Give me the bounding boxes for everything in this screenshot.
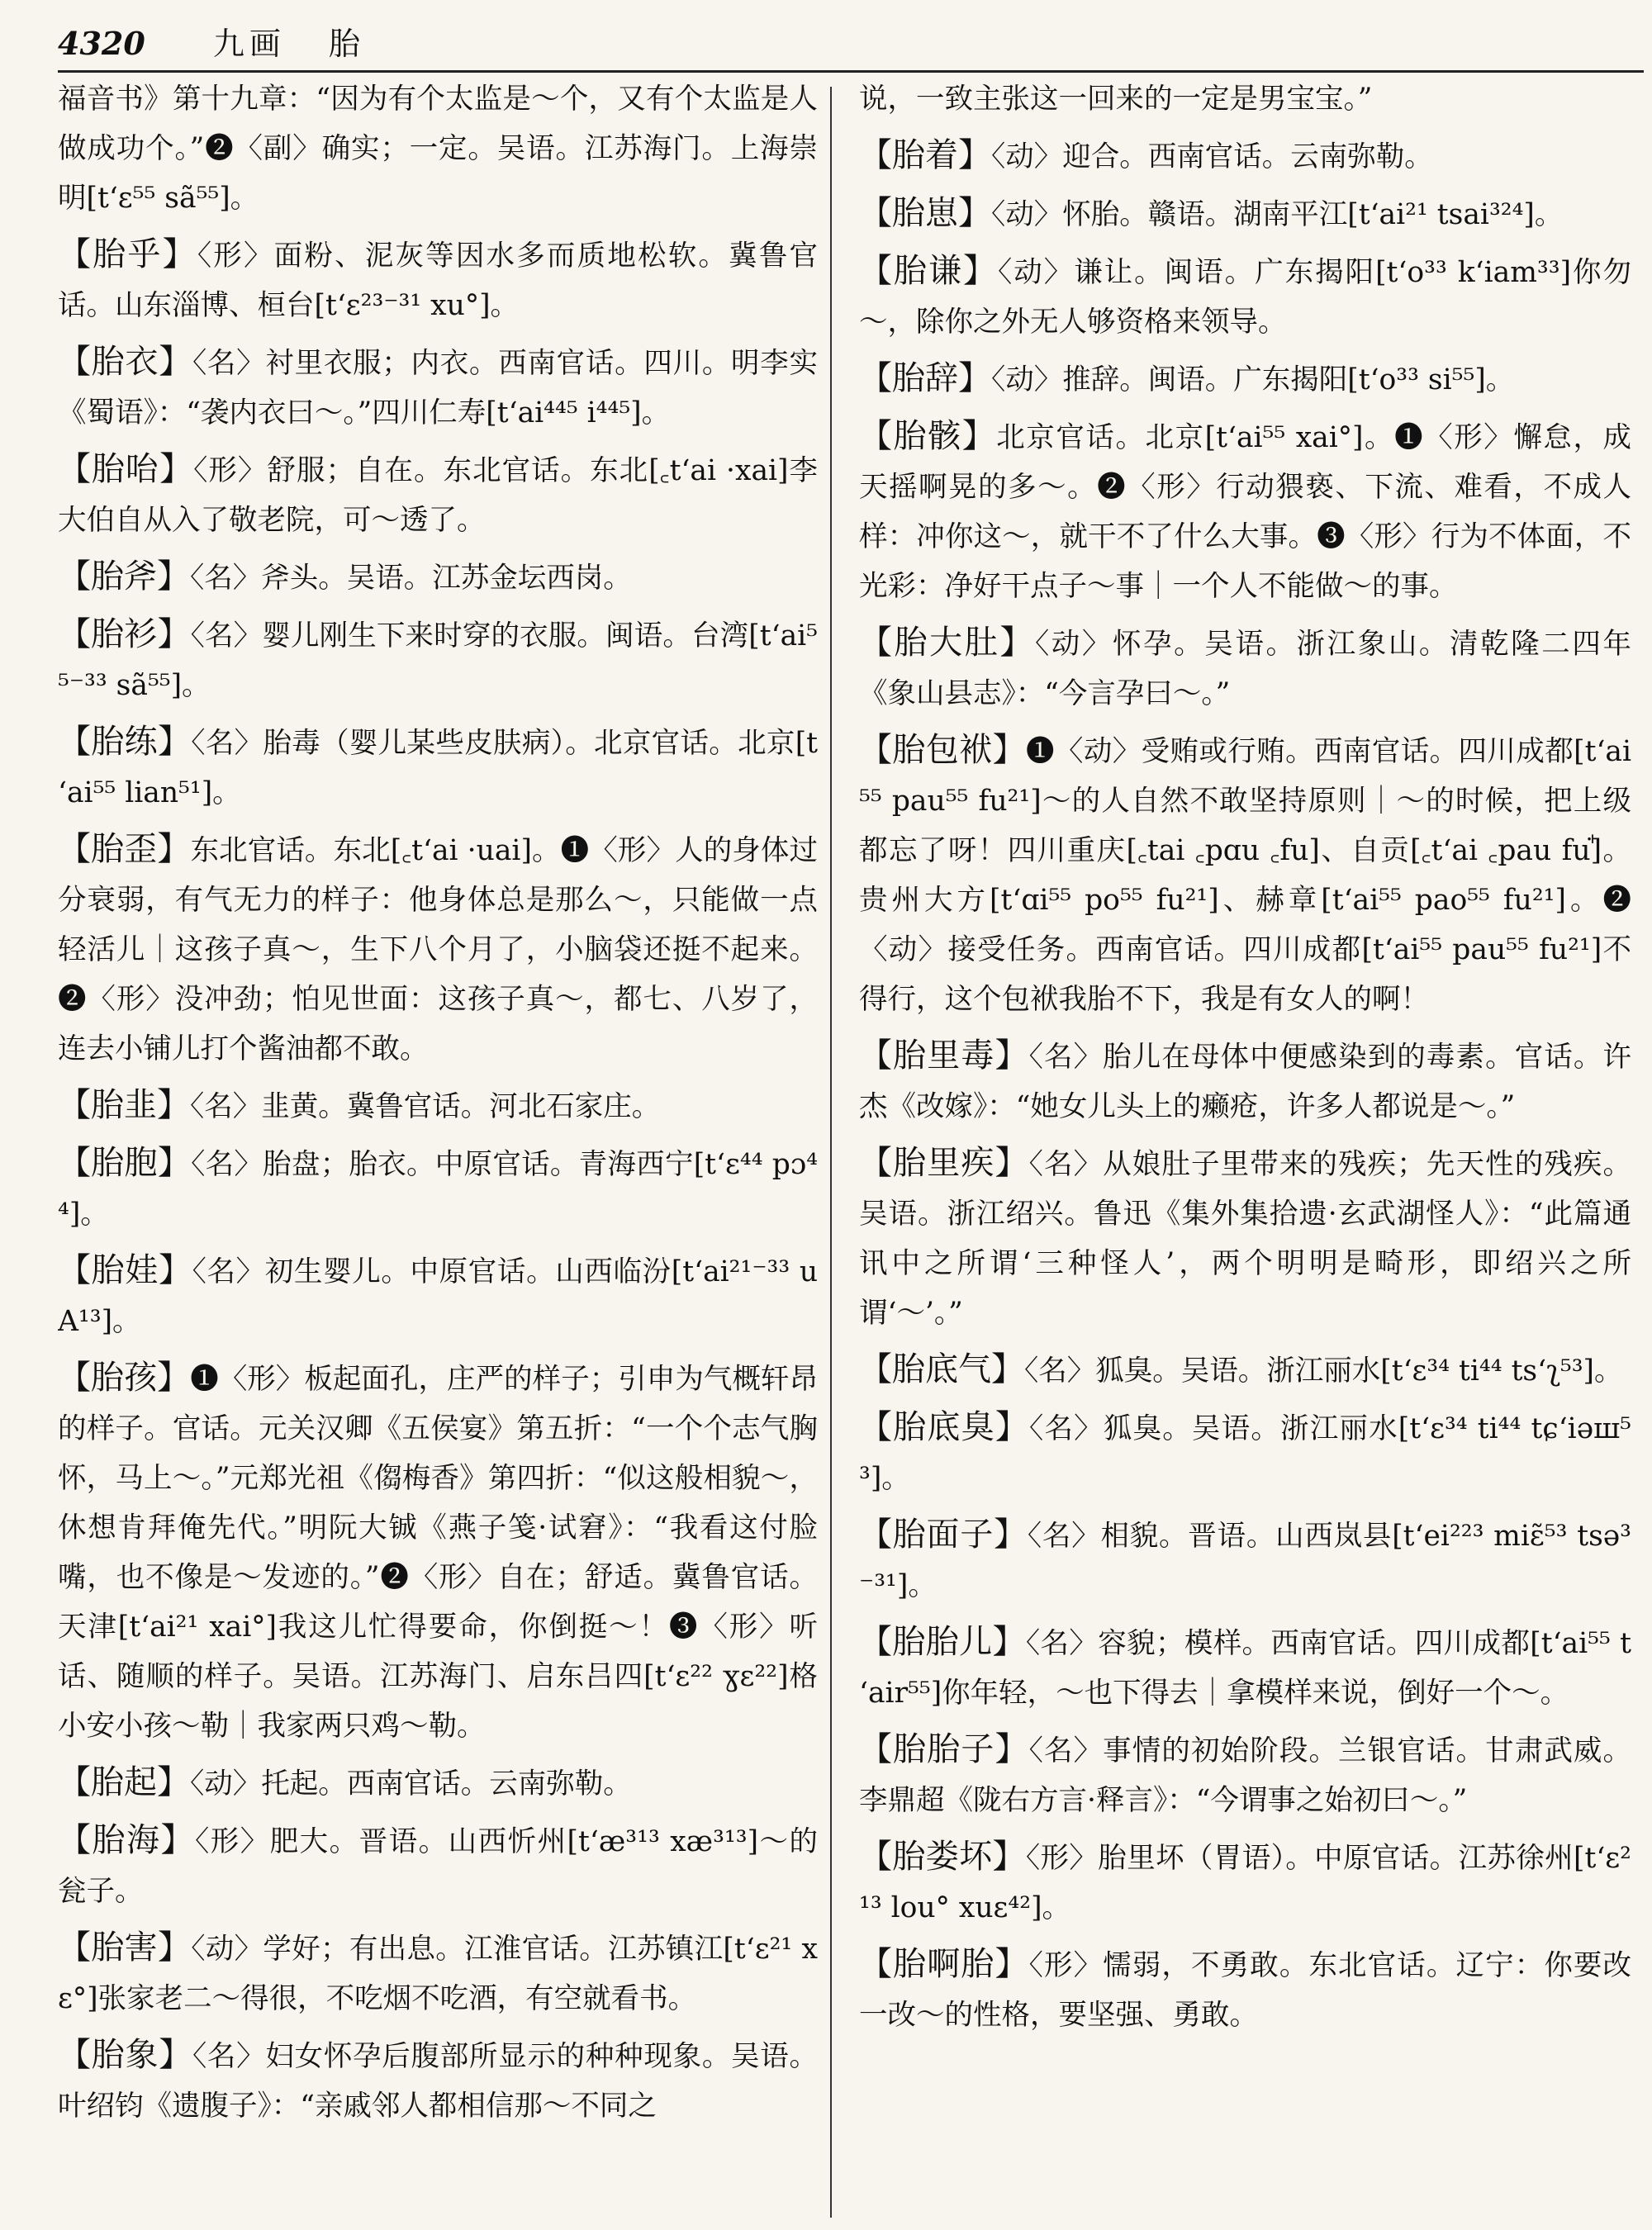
bracket-close: 】 [995, 1730, 1029, 1768]
entry-headword: 胎啊胎 [893, 1945, 995, 1983]
entry-headword: 胎练 [91, 723, 158, 761]
bracket-close: 】 [157, 1144, 192, 1182]
dictionary-entry [859, 1939, 1631, 2040]
bracket-close: 】 [995, 1037, 1029, 1075]
entry-definition: 〈名〉婴儿刚生下来时穿的衣服。闽语。台湾[tʻai⁵⁵⁻³³ sã⁵⁵]。 [58, 619, 818, 702]
entry-definition: 〈动〉怀孕。吴语。浙江象山。清乾隆二四年《象山县志》：“今言孕曰～。” [859, 628, 1631, 710]
entry-definition: 〈形〉懦弱，不勇敢。东北官话。辽宁：你要改一改～的性格，要坚强、勇敢。 [859, 1949, 1631, 2032]
dictionary-entry [859, 1725, 1631, 1825]
bracket-close: 】 [157, 830, 191, 868]
entry-definition: 〈形〉肥大。晋语。山西忻州[tʻæ³¹³ xæ³¹³]～的瓮子。 [58, 1825, 818, 1908]
entry-definition: 〈名〉胎儿在母体中便感染到的毒素。官话。许杰《改嫁》：“她女儿头上的癞疮，许多人都说是～。” [859, 1041, 1631, 1123]
dictionary-entry [859, 74, 1631, 124]
entry-headword: 胎歪 [91, 830, 158, 868]
bracket-close: 】 [157, 1763, 190, 1801]
dictionary-entry [58, 444, 818, 545]
bracket-close: 】 [157, 723, 192, 761]
column-divider [830, 87, 832, 2218]
entry-definition: ❶〈动〉受贿或行贿。西南官话。四川成都[tʻai⁵⁵ pau⁵⁵ fu²¹]～的人自然不敢坚持原则｜～的时候，把上级都忘了呀！四川重庆[꜀tai ꜀pɑu ꜀fu]、自贡[꜀tʻai ꜀pau fuꜗ]。贵州大方[tʻɑi⁵⁵ po⁵⁵ fu²¹]、赫章[tʻai⁵⁵ pao⁵⁵ fu²¹]。❷〈动〉接受任务。西南官话。四川成都[tʻai⁵⁵ pau⁵⁵ fu²¹]不得行，这个包袱我胎不下，我是有女人的啊！ [859, 735, 1631, 1016]
bracket-open: 【 [58, 343, 92, 381]
entry-definition: 〈名〉狐臭。吴语。浙江丽水[tʻε³⁴ ti⁴⁴ tɕʻiəш⁵³]。 [859, 1412, 1631, 1495]
entry-headword: 胎着 [892, 136, 958, 174]
bracket-close: 】 [157, 1359, 191, 1397]
bracket-close: 】 [159, 450, 194, 488]
bracket-open: 【 [859, 1516, 893, 1554]
bracket-open: 【 [58, 1359, 92, 1397]
entry-headword: 胎辞 [892, 359, 958, 397]
bracket-close: 】 [958, 136, 991, 174]
bracket-close: 】 [157, 615, 191, 653]
bracket-close: 】 [991, 1350, 1024, 1388]
dictionary-entry [859, 246, 1631, 347]
bracket-close: 】 [992, 731, 1027, 769]
dictionary-entry [58, 552, 818, 603]
bracket-open: 【 [859, 252, 894, 290]
entry-headword: 胎衣 [91, 343, 159, 381]
entry-definition: 〈名〉相貌。晋语。山西岚县[tʻei²²³ miɛ̃⁵³ tsə³⁻³¹]。 [859, 1520, 1631, 1602]
section-label: 九画 [212, 26, 286, 62]
dictionary-entry [58, 2030, 818, 2131]
bracket-close: 】 [992, 1838, 1026, 1876]
bracket-open: 【 [859, 1730, 894, 1768]
bracket-open: 【 [58, 1086, 91, 1124]
entry-definition: 〈动〉托起。西南官话。云南弥勒。 [190, 1767, 632, 1801]
dictionary-entry [859, 1617, 1631, 1718]
bracket-open: 【 [859, 1408, 894, 1446]
entry-definition: 福音书》第十九章：“因为有个太监是～个，又有个太监是人做成功个。”❷〈副〉确实；一定。吴语。江苏海门。上海崇明[tʻε⁵⁵ sã⁵⁵]。 [58, 83, 818, 215]
bracket-open: 【 [58, 1144, 92, 1182]
right-column [859, 71, 1631, 2210]
bracket-open: 【 [859, 1838, 893, 1876]
entry-definition: ❶〈形〉板起面孔，庄严的样子；引申为气概轩昂的样子。官话。元关汉卿《五侯宴》第五折：“一个个志气胸怀，马上～。”元郑光祖《㑳梅香》第四折：“似这般相貌～，休想肯拜俺先代。”明阮大铖《燕子笺·试窘》：“我看这付脸嘴，也不像是～发迹的。”❷〈形〉自在；舒适。冀鲁官话。天津[tʻai²¹ xai°]我这儿忙得要命，你倒挺～！❸〈形〉听话、随顺的样子。吴语。江苏海门、启东吕四[tʻε²² ɣε²²]格小安小孩～勒｜我家两只鸡～勒。 [58, 1363, 818, 1743]
entry-headword: 胎谦 [894, 252, 963, 290]
dictionary-entry [859, 188, 1631, 240]
dictionary-entry [859, 1510, 1631, 1611]
bracket-open: 【 [859, 1037, 894, 1075]
bracket-close: 】 [994, 1516, 1028, 1554]
entry-definition: 〈名〉初生婴儿。中原官话。山西临汾[tʻai²¹⁻³³ uA¹³]。 [58, 1255, 818, 1338]
entry-definition: 〈名〉胎盘；胎衣。中原官话。青海西宁[tʻε⁴⁴ pɔ⁴⁴]。 [58, 1148, 818, 1231]
bracket-close: 】 [159, 2036, 192, 2074]
bracket-close: 】 [995, 1408, 1029, 1446]
entry-headword: 胎象 [91, 2036, 159, 2074]
section-char: 胎 [328, 26, 360, 62]
entry-headword: 胎韭 [91, 1086, 157, 1124]
dictionary-entry [58, 1353, 818, 1751]
entry-headword: 胎骸 [893, 417, 962, 455]
bracket-open: 【 [58, 1251, 92, 1289]
entry-headword: 胎娄坏 [892, 1838, 993, 1876]
bracket-open: 【 [58, 723, 92, 761]
page-number: 4320 [58, 25, 145, 62]
dictionary-entry [859, 1345, 1631, 1396]
bracket-open: 【 [859, 136, 892, 174]
dictionary-entry [58, 1815, 818, 1916]
bracket-close: 】 [159, 343, 192, 381]
bracket-close: 】 [157, 558, 190, 595]
dictionary-entry [58, 824, 818, 1074]
entry-headword: 胎面子 [892, 1516, 995, 1554]
bracket-close: 】 [962, 252, 998, 290]
entry-headword: 胎崽 [892, 194, 958, 232]
dictionary-entry [58, 74, 818, 223]
entry-headword: 胎胎子 [893, 1730, 995, 1768]
entry-definition: 〈动〉怀胎。赣语。湖南平江[tʻai²¹ tsai³²⁴]。 [991, 198, 1564, 231]
dictionary-entry [859, 1138, 1631, 1338]
bracket-open: 【 [58, 1821, 93, 1859]
bracket-close: 】 [961, 417, 997, 455]
bracket-open: 【 [859, 731, 893, 769]
entry-definition: 〈名〉斧头。吴语。江苏金坛西岗。 [190, 562, 632, 595]
dictionary-entry [58, 1758, 818, 1809]
dictionary-entry [58, 1923, 818, 2024]
entry-definition: 〈名〉妇女怀孕后腹部所显示的种种现象。吴语。叶绍钧《遗腹子》：“亲戚邻人都相信那～不同之 [58, 2040, 818, 2123]
entry-definition: 〈名〉容貌；模样。西南官话。四川成都[tʻai⁵⁵ tʻair⁵⁵]你年轻，～也下得去｜拿模样来说，倒好一个～。 [859, 1627, 1631, 1710]
bracket-close: 】 [157, 1929, 192, 1967]
dictionary-entry [859, 1832, 1631, 1933]
entry-definition: 东北官话。东北[꜀tʻai ·uai]。❶〈形〉人的身体过分衰弱，有气无力的样子：他身体总是那么～，只能做一点轻活儿｜这孩子真～，生下八个月了，小脑袋还挺不起来。❷〈形〉没冲劲；怕见世面：这孩子真～，都七、八岁了，连去小铺儿打个酱油都不敢。 [58, 834, 818, 1065]
entry-headword: 胎孩 [91, 1359, 158, 1397]
bracket-close: 】 [992, 1623, 1026, 1661]
entry-definition: 〈名〉衬里衣服；内衣。西南官话。四川。明李实《蜀语》：“袭内衣曰～。”四川仁寿[tʻai⁴⁴⁵ i⁴⁴⁵]。 [58, 347, 818, 429]
bracket-open: 【 [859, 359, 892, 397]
dictionary-entry [859, 130, 1631, 182]
entry-headword: 胎里毒 [893, 1037, 995, 1075]
bracket-open: 【 [58, 558, 91, 595]
bracket-open: 【 [58, 615, 92, 653]
bracket-close: 】 [157, 1086, 190, 1124]
bracket-close: 】 [958, 194, 991, 232]
bracket-open: 【 [58, 1763, 91, 1801]
dictionary-entry [58, 717, 818, 818]
bracket-close: 】 [160, 1821, 195, 1859]
dictionary-entry [58, 1138, 818, 1239]
bracket-open: 【 [58, 235, 93, 273]
dictionary-entry [58, 1080, 818, 1132]
entry-definition: 〈名〉韭黄。冀鲁官话。河北石家庄。 [190, 1090, 661, 1123]
dictionary-entry [58, 230, 818, 330]
dictionary-entry [859, 353, 1631, 405]
entry-headword: 胎乎 [93, 235, 163, 273]
bracket-open: 【 [859, 417, 894, 455]
bracket-close: 】 [158, 1251, 192, 1289]
dictionary-entry [859, 725, 1631, 1024]
entry-headword: 胎斧 [91, 558, 157, 595]
entry-definition: 说，一致主张这一回来的一定是男宝宝。” [859, 83, 1373, 116]
entry-headword: 胎底气 [892, 1350, 991, 1388]
bracket-open: 【 [859, 1945, 894, 1983]
entry-headword: 胎衫 [91, 615, 158, 653]
entry-headword: 胎起 [91, 1763, 157, 1801]
bracket-open: 【 [859, 1350, 892, 1388]
page-header [58, 15, 1644, 73]
bracket-close: 】 [995, 1144, 1029, 1182]
bracket-open: 【 [859, 194, 892, 232]
bracket-open: 【 [58, 830, 92, 868]
entry-headword: 胎包袱 [892, 731, 993, 769]
entry-definition: 〈动〉谦让。闽语。广东揭阳[tʻo³³ kʻiam³³]你勿～，除你之外无人够资格来领导。 [859, 256, 1631, 339]
entry-headword: 胎害 [91, 1929, 158, 1967]
bracket-open: 【 [58, 1929, 92, 1967]
entry-headword: 胎海 [92, 1821, 161, 1859]
bracket-close: 】 [958, 359, 991, 397]
dictionary-entry [859, 1402, 1631, 1503]
entry-headword: 胎娃 [91, 1251, 159, 1289]
bracket-close: 】 [162, 235, 197, 273]
entry-definition: 〈形〉面粉、泥灰等因水多而质地松软。冀鲁官话。山东淄博、桓台[tʻε²³⁻³¹ xu°]。 [58, 240, 818, 322]
bracket-open: 【 [859, 624, 895, 662]
dictionary-entry [58, 1245, 818, 1346]
bracket-open: 【 [58, 450, 93, 488]
bracket-close: 】 [995, 1945, 1029, 1983]
left-column [58, 71, 818, 2210]
dictionary-entry [859, 1031, 1631, 1132]
bracket-close: 】 [999, 624, 1035, 662]
entry-headword: 胎咍 [92, 450, 160, 488]
entry-definition: 〈形〉胎里坏（胃语）。中原官话。江苏徐州[tʻε²¹³ lou° xuε⁴²]。 [859, 1842, 1631, 1924]
entry-headword: 胎胞 [91, 1144, 158, 1182]
entry-definition: 〈名〉事情的初始阶段。兰银官话。甘肃武威。李鼎超《陇右方言·释言》：“今谓事之始初曰～。” [859, 1734, 1631, 1817]
dictionary-entry [859, 411, 1631, 611]
entry-definition: 〈名〉从娘肚子里带来的残疾；先天性的残疾。吴语。浙江绍兴。鲁迅《集外集拾遗·玄武湖怪人》：“此篇通讯中之所谓‘三种怪人’，两个明明是畸形，即绍兴之所谓‘～’。” [859, 1148, 1631, 1330]
entry-definition: 〈名〉狐臭。吴语。浙江丽水[tʻε³⁴ ti⁴⁴ tsʻʅ⁵³]。 [1024, 1355, 1623, 1388]
bracket-open: 【 [859, 1144, 894, 1182]
dictionary-entry [859, 618, 1631, 719]
entry-definition: 〈形〉舒服；自在。东北官话。东北[꜀tʻai ·xai]李大伯自从入了敬老院，可～透了。 [58, 454, 818, 537]
entry-headword: 胎里疾 [893, 1144, 995, 1182]
entry-headword: 胎底臭 [893, 1408, 995, 1446]
dictionary-entry [58, 610, 818, 710]
dictionary-entry [58, 337, 818, 438]
entry-definition: 〈动〉学好；有出息。江淮官话。江苏镇江[tʻε²¹ xε°]张家老二～得很，不吃烟不吃酒，有空就看书。 [58, 1933, 818, 2015]
entry-headword: 胎大肚 [894, 624, 1000, 662]
entry-definition: 〈动〉迎合。西南官话。云南弥勒。 [991, 140, 1433, 173]
entry-definition: 〈动〉推辞。闽语。广东揭阳[tʻo³³ si⁵⁵]。 [991, 363, 1515, 396]
entry-headword: 胎胎儿 [892, 1623, 993, 1661]
bracket-open: 【 [58, 2036, 92, 2074]
entry-definition: 〈名〉胎毒（婴儿某些皮肤病）。北京官话。北京[tʻai⁵⁵ lian⁵¹]。 [58, 727, 818, 809]
bracket-open: 【 [859, 1623, 893, 1661]
entry-definition: 北京官话。北京[tʻai⁵⁵ xai°]。❶〈形〉懈怠，成天摇啊晃的多～。❷〈形〉行动猥亵、下流、难看，不成人样：冲你这～，就干不了什么大事。❸〈形〉行为不体面，不光彩：净好干点子～事｜一个人不能做～的事。 [859, 421, 1631, 603]
